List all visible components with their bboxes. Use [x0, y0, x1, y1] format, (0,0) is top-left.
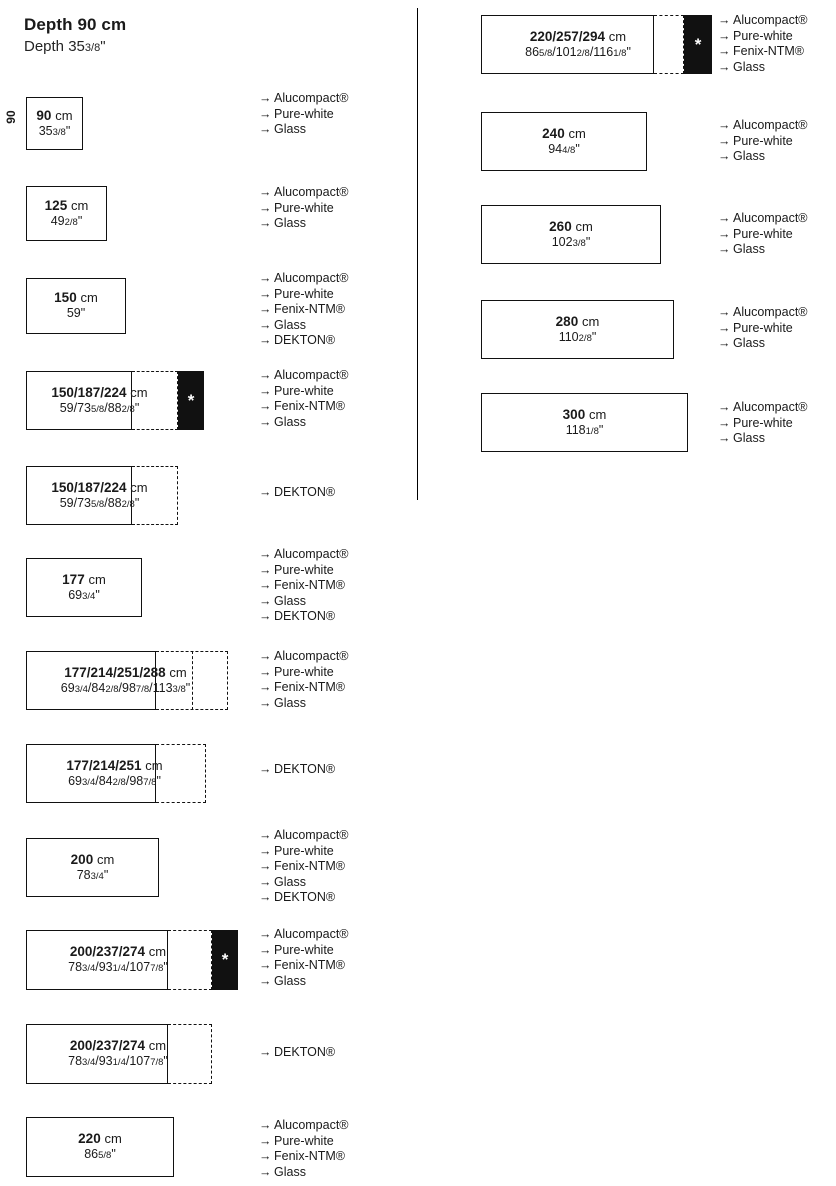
arrow-icon: →	[259, 593, 272, 608]
size-inch: 783/4"	[76, 867, 109, 882]
size-cm-unit: cm	[148, 1038, 167, 1053]
arrow-icon: →	[259, 1118, 272, 1132]
extension-segment	[132, 466, 178, 525]
extension-segment	[132, 371, 178, 430]
arrow-icon: →	[259, 762, 272, 776]
size-inch-frac: 2/8	[64, 216, 78, 228]
material-item: → Alucompact®	[259, 368, 349, 382]
material-item: → DEKTON®	[259, 333, 336, 348]
size-inch	[27, 214, 106, 230]
material-list	[259, 1045, 335, 1061]
material-list	[718, 13, 808, 75]
material-item: → Fenix-NTM®	[259, 859, 346, 874]
material-item: → Alucompact®	[718, 305, 808, 319]
size-box	[26, 97, 83, 150]
size-cm	[27, 1131, 173, 1146]
size-box-label	[27, 852, 158, 884]
size-inch-main: 59	[66, 306, 81, 320]
size-cm-value: 90	[36, 107, 52, 123]
arrow-icon: →	[259, 927, 272, 941]
material-item: → Pure-white	[718, 415, 793, 430]
arrow-icon: →	[718, 242, 731, 257]
size-inch-suffix: "	[77, 213, 83, 228]
material-item: → Alucompact®	[718, 118, 808, 132]
arrow-icon: →	[259, 200, 272, 215]
arrow-icon: →	[259, 890, 272, 905]
arrow-icon: →	[259, 547, 272, 561]
arrow-icon: →	[259, 122, 272, 137]
material-item: → Alucompact®	[259, 271, 349, 285]
material-item: → Pure-white	[259, 942, 334, 957]
material-item: → Alucompact®	[259, 91, 349, 105]
size-cm	[27, 852, 158, 867]
size-box-label	[482, 29, 674, 61]
extension-segment	[168, 930, 212, 990]
material-list	[259, 547, 349, 625]
size-cm-value: 220	[78, 1131, 101, 1146]
material-item: → Alucompact®	[259, 1118, 349, 1132]
material-item: → Alucompact®	[718, 400, 808, 414]
size-cm	[482, 219, 660, 234]
size-inch: 865/8"	[84, 1147, 116, 1161]
size-cm-value: 220/257/294	[529, 28, 605, 44]
material-list	[718, 400, 808, 447]
arrow-icon: →	[718, 305, 731, 319]
material-item: → Fenix-NTM®	[718, 44, 805, 59]
size-box	[26, 186, 107, 241]
size-inch: 59/735/8/882/8"	[59, 400, 140, 415]
arrow-icon: →	[259, 942, 272, 957]
material-item: → Alucompact®	[259, 828, 349, 842]
size-inch: 944/8"	[548, 141, 580, 156]
size-box-label	[27, 572, 141, 604]
arrow-icon: →	[259, 973, 272, 988]
size-box-label	[27, 1131, 173, 1163]
column-divider	[417, 8, 418, 500]
material-list	[718, 305, 808, 352]
extension-segment	[156, 744, 206, 803]
material-item: → Glass	[718, 336, 765, 351]
material-item: → Glass	[718, 431, 765, 446]
size-inch: 693/4/842/8/987/8"	[68, 773, 161, 788]
size-box	[26, 1117, 174, 1177]
size-box-label	[482, 219, 660, 251]
arrow-icon: →	[718, 133, 731, 148]
size-cm	[482, 29, 674, 44]
material-item: → Pure-white	[718, 320, 793, 335]
material-list	[718, 118, 808, 165]
size-cm	[27, 290, 125, 305]
size-cm-unit: cm	[130, 384, 148, 400]
arrow-icon: →	[259, 271, 272, 285]
arrow-icon: →	[259, 609, 272, 624]
material-item: → Glass	[259, 122, 306, 137]
subtitle-main: Depth 35	[24, 38, 85, 55]
size-inch-suffix: "	[80, 306, 86, 320]
size-box	[481, 393, 688, 452]
arrow-icon: →	[718, 415, 731, 430]
material-list	[259, 762, 335, 778]
size-cm	[27, 108, 82, 123]
size-cm	[482, 314, 673, 329]
arrow-icon: →	[259, 414, 272, 429]
size-inch: 783/4/931/4/1077/8"	[68, 960, 168, 974]
size-cm-value: 280	[555, 313, 579, 329]
arrow-icon: →	[259, 843, 272, 858]
star-symbol: *	[187, 390, 195, 410]
size-cm-unit: cm	[88, 571, 106, 587]
depth-axis-label: 90	[4, 110, 18, 124]
material-item: → Pure-white	[259, 843, 334, 858]
size-cm-value: 200/237/274	[69, 1038, 145, 1053]
size-cm-unit: cm	[148, 944, 167, 959]
arrow-icon: →	[718, 118, 731, 132]
size-cm-value: 200/237/274	[69, 944, 145, 959]
material-item: → Fenix-NTM®	[259, 399, 346, 414]
size-inch: 59/735/8/882/8"	[59, 495, 140, 510]
size-box	[26, 558, 142, 617]
size-box	[481, 112, 647, 171]
size-box-label	[27, 198, 106, 230]
arrow-icon: →	[259, 106, 272, 121]
arrow-icon: →	[259, 286, 272, 301]
size-cm-unit: cm	[608, 28, 627, 44]
size-cm-unit: cm	[80, 290, 98, 305]
size-inch: 693/4"	[68, 587, 100, 602]
size-box	[26, 930, 168, 990]
material-list	[259, 927, 349, 989]
material-list	[259, 271, 349, 349]
size-cm-value: 240	[542, 125, 565, 141]
star-marker	[212, 930, 238, 990]
arrow-icon: →	[259, 828, 272, 842]
size-cm-value: 260	[549, 218, 572, 234]
material-item: → DEKTON®	[259, 1045, 336, 1059]
material-item: → Pure-white	[718, 226, 793, 241]
arrow-icon: →	[718, 28, 731, 43]
material-item: → Glass	[259, 973, 306, 988]
size-box-label	[482, 126, 646, 158]
arrow-icon: →	[259, 399, 272, 414]
material-item: → Fenix-NTM®	[259, 1149, 346, 1164]
material-item: → Pure-white	[718, 133, 793, 148]
size-inch	[27, 124, 82, 140]
arrow-icon: →	[259, 216, 272, 231]
size-inch-frac: 3/8	[52, 126, 66, 138]
material-item: → Fenix-NTM®	[259, 680, 346, 695]
material-item: → Glass	[259, 695, 306, 710]
extension-segment	[168, 1024, 212, 1084]
size-inch: 783/4/931/4/1077/8"	[68, 1054, 168, 1068]
material-item: → Pure-white	[259, 1133, 334, 1148]
page-header	[24, 14, 126, 58]
size-inch	[27, 306, 125, 322]
material-list	[259, 828, 349, 906]
size-cm	[27, 572, 141, 587]
arrow-icon: →	[718, 400, 731, 414]
size-cm-unit: cm	[568, 125, 586, 141]
size-cm-value: 177	[62, 571, 85, 587]
size-box-label	[27, 290, 125, 322]
arrow-icon: →	[259, 383, 272, 398]
extension-seam	[192, 651, 193, 710]
size-cm-value: 150	[54, 290, 77, 305]
material-item: → Pure-white	[718, 28, 793, 43]
page-subtitle	[24, 37, 126, 58]
size-box	[481, 205, 661, 264]
subtitle-suffix: "	[100, 38, 106, 55]
size-cm-unit: cm	[581, 313, 600, 329]
material-item: → DEKTON®	[259, 762, 336, 776]
size-inch-main: 49	[50, 213, 65, 228]
size-cm-unit: cm	[104, 1131, 122, 1146]
material-item: → Pure-white	[259, 286, 334, 301]
arrow-icon: →	[259, 664, 272, 679]
arrow-icon: →	[259, 91, 272, 105]
material-item: → Fenix-NTM®	[259, 578, 346, 593]
arrow-icon: →	[259, 1045, 272, 1059]
page-title: Depth 90 cm	[24, 15, 127, 34]
arrow-icon: →	[259, 680, 272, 695]
material-item: → Alucompact®	[259, 547, 349, 561]
material-item: → Alucompact®	[718, 211, 808, 225]
size-inch: 1102/8"	[558, 329, 597, 344]
arrow-icon: →	[259, 874, 272, 889]
material-list	[259, 185, 349, 232]
arrow-icon: →	[718, 59, 731, 74]
arrow-icon: →	[259, 1133, 272, 1148]
arrow-icon: →	[718, 211, 731, 225]
size-cm-unit: cm	[96, 851, 115, 867]
arrow-icon: →	[718, 149, 731, 164]
material-item: → Glass	[259, 874, 306, 889]
star-symbol: *	[221, 950, 229, 969]
size-cm-value: 125	[44, 197, 68, 213]
size-box	[481, 300, 674, 359]
size-cm-unit: cm	[130, 479, 148, 495]
arrow-icon: →	[259, 578, 272, 593]
material-item: → Pure-white	[259, 562, 334, 577]
material-item: → DEKTON®	[259, 890, 336, 905]
material-item: → Glass	[259, 414, 306, 429]
material-item: → Glass	[259, 593, 306, 608]
material-item: → Glass	[259, 1164, 306, 1179]
subtitle-fraction: 3/8	[84, 42, 101, 54]
size-box-label	[27, 108, 82, 140]
arrow-icon: →	[259, 1149, 272, 1164]
size-cm-unit: cm	[169, 664, 187, 680]
material-item: → Glass	[718, 242, 765, 257]
material-item: → DEKTON®	[259, 609, 336, 624]
size-cm-unit: cm	[70, 197, 89, 213]
material-item: → Alucompact®	[259, 649, 349, 663]
size-cm-unit: cm	[575, 218, 593, 234]
size-box	[26, 466, 148, 525]
arrow-icon: →	[259, 333, 272, 348]
material-item: → Pure-white	[259, 664, 334, 679]
arrow-icon: →	[718, 431, 731, 446]
material-item: → Alucompact®	[259, 927, 349, 941]
arrow-icon: →	[718, 226, 731, 241]
material-item: → Alucompact®	[718, 13, 808, 27]
material-list	[718, 211, 808, 258]
material-item: → Glass	[259, 317, 306, 332]
size-cm	[27, 198, 106, 213]
arrow-icon: →	[259, 1164, 272, 1179]
material-list	[259, 91, 349, 138]
material-item: → Fenix-NTM®	[259, 958, 346, 973]
arrow-icon: →	[259, 368, 272, 382]
size-box	[26, 278, 126, 334]
size-box-label	[482, 407, 687, 439]
material-item: → Pure-white	[259, 383, 334, 398]
arrow-icon: →	[259, 185, 272, 199]
arrow-icon: →	[259, 695, 272, 710]
arrow-icon: →	[718, 13, 731, 27]
size-cm-value: 150/187/224	[51, 479, 127, 495]
arrow-icon: →	[718, 336, 731, 351]
material-list	[259, 649, 349, 711]
arrow-icon: →	[718, 44, 731, 59]
arrow-icon: →	[259, 485, 272, 499]
arrow-icon: →	[718, 320, 731, 335]
arrow-icon: →	[259, 302, 272, 317]
material-item: → Glass	[718, 59, 765, 74]
size-cm-unit: cm	[55, 107, 73, 123]
material-list	[259, 485, 335, 501]
size-box	[26, 744, 163, 803]
size-inch: 693/4/842/8/987/8/1133/8"	[60, 680, 191, 695]
arrow-icon: →	[259, 317, 272, 332]
material-item: → Alucompact®	[259, 185, 349, 199]
size-inch-suffix: "	[65, 123, 71, 138]
size-box	[26, 838, 159, 897]
size-box-label	[482, 314, 673, 346]
arrow-icon: →	[259, 649, 272, 663]
material-list	[259, 368, 349, 430]
material-list	[259, 1118, 349, 1180]
arrow-icon: →	[259, 859, 272, 874]
size-cm-value: 200	[70, 851, 94, 867]
star-marker	[178, 371, 204, 430]
size-inch-main: 35	[38, 123, 53, 138]
size-inch: 1181/8"	[565, 422, 604, 437]
size-cm	[482, 407, 687, 422]
extension-segment	[654, 15, 684, 74]
size-box	[26, 1024, 168, 1084]
size-box	[26, 651, 191, 710]
material-item: → Glass	[718, 149, 765, 164]
size-box	[26, 371, 148, 430]
size-inch: 865/8/1012/8/1161/8"	[525, 44, 631, 59]
material-item: → Fenix-NTM®	[259, 302, 346, 317]
material-item: → DEKTON®	[259, 485, 336, 499]
size-cm-value: 150/187/224	[51, 384, 127, 400]
size-cm-value: 177/214/251/288	[64, 664, 166, 680]
star-symbol: *	[694, 34, 702, 54]
size-box	[481, 15, 654, 74]
size-cm	[482, 126, 646, 141]
star-marker	[684, 15, 712, 74]
material-item: → Pure-white	[259, 200, 334, 215]
size-cm-unit: cm	[145, 757, 163, 773]
material-item: → Glass	[259, 216, 306, 231]
arrow-icon: →	[259, 958, 272, 973]
size-inch: 1023/8"	[551, 234, 591, 249]
size-cm-value: 300	[562, 406, 586, 422]
material-item: → Pure-white	[259, 106, 334, 121]
size-cm-value: 177/214/251	[66, 757, 142, 773]
arrow-icon: →	[259, 562, 272, 577]
size-cm-unit: cm	[588, 406, 607, 422]
